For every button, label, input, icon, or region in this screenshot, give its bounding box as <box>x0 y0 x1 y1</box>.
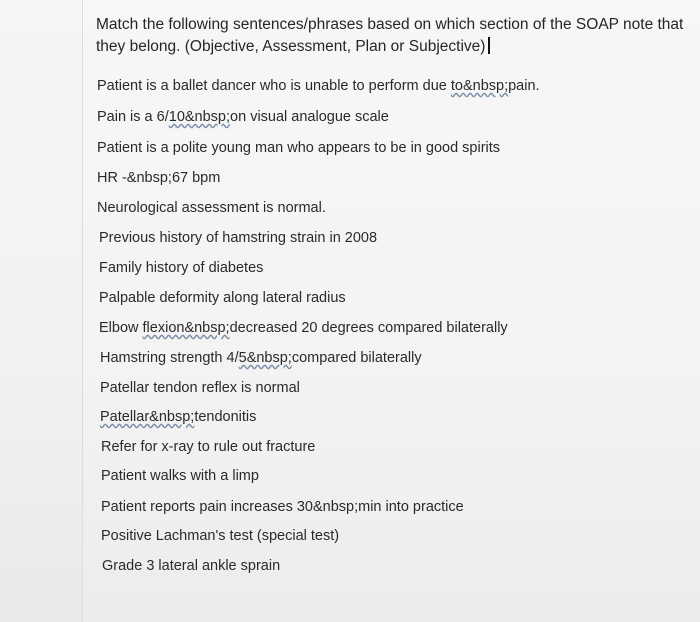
phrase-text: on visual analogue scale <box>230 109 389 125</box>
phrase-text: Patient is a ballet dancer who is unable to perform due <box>97 78 451 94</box>
phrase-text: Hamstring strength 4/ <box>100 350 239 366</box>
phrase-item <box>100 409 256 425</box>
phrase-item <box>99 290 346 306</box>
phrase-text: Refer for x-ray to rule out fracture <box>101 439 316 455</box>
phrase-text: Grade 3 lateral ankle sprain <box>102 558 281 574</box>
phrase-item <box>97 200 326 216</box>
phrase-item <box>97 140 500 156</box>
phrase-text: tendonitis <box>194 409 257 425</box>
phrase-item <box>100 350 422 366</box>
question-text <box>96 14 686 58</box>
question-prompt: Match the following sentences/phrases based on which section of the SOAP note that they belong. (Objective, Assessment, Plan or Subjective) <box>96 16 684 55</box>
phrase-text: Palpable deformity along lateral radius <box>99 290 346 306</box>
phrase-item <box>101 439 315 455</box>
phrase-text: compared bilaterally <box>291 350 422 366</box>
phrase-item <box>101 528 339 544</box>
phrase-item <box>97 109 389 125</box>
phrase-text: Patellar tendon reflex is normal <box>100 380 300 396</box>
phrase-text: HR -&nbsp;67 bpm <box>97 170 221 186</box>
phrase-text: Family history of diabetes <box>99 260 264 276</box>
spellcheck-word: Patellar&nbsp; <box>100 409 195 425</box>
text-cursor <box>488 37 490 54</box>
phrase-item <box>100 380 300 396</box>
phrase-item <box>102 558 280 574</box>
phrase-text: Positive Lachman's test (special test) <box>101 528 340 544</box>
phrase-text: Neurological assessment is normal. <box>97 200 326 216</box>
phrase-item <box>101 468 259 484</box>
phrase-text: decreased 20 degrees compared bilaterally <box>229 320 508 336</box>
spellcheck-word: 10&nbsp; <box>168 109 231 125</box>
phrase-text: Patient walks with a limp <box>101 468 259 484</box>
phrase-item <box>99 320 508 336</box>
phrase-text: Elbow <box>99 320 143 336</box>
spellcheck-word: flexion&nbsp; <box>142 320 230 336</box>
phrase-item <box>99 260 263 276</box>
phrase-item <box>97 170 220 186</box>
phrase-text: Patient reports pain increases 30&nbsp;min into practice <box>101 499 464 515</box>
phrase-text: pain. <box>508 78 540 94</box>
spellcheck-word: to&nbsp; <box>450 78 509 94</box>
phrase-text: Patient is a polite young man who appears to be in good spirits <box>97 140 501 156</box>
phrase-item <box>99 230 377 246</box>
spellcheck-word: 5&nbsp; <box>238 350 292 366</box>
phrase-item <box>101 499 464 515</box>
phrase-item <box>97 78 540 94</box>
phrase-text: Previous history of hamstring strain in 2008 <box>99 230 378 246</box>
phrase-text: Pain is a 6/ <box>97 109 169 125</box>
